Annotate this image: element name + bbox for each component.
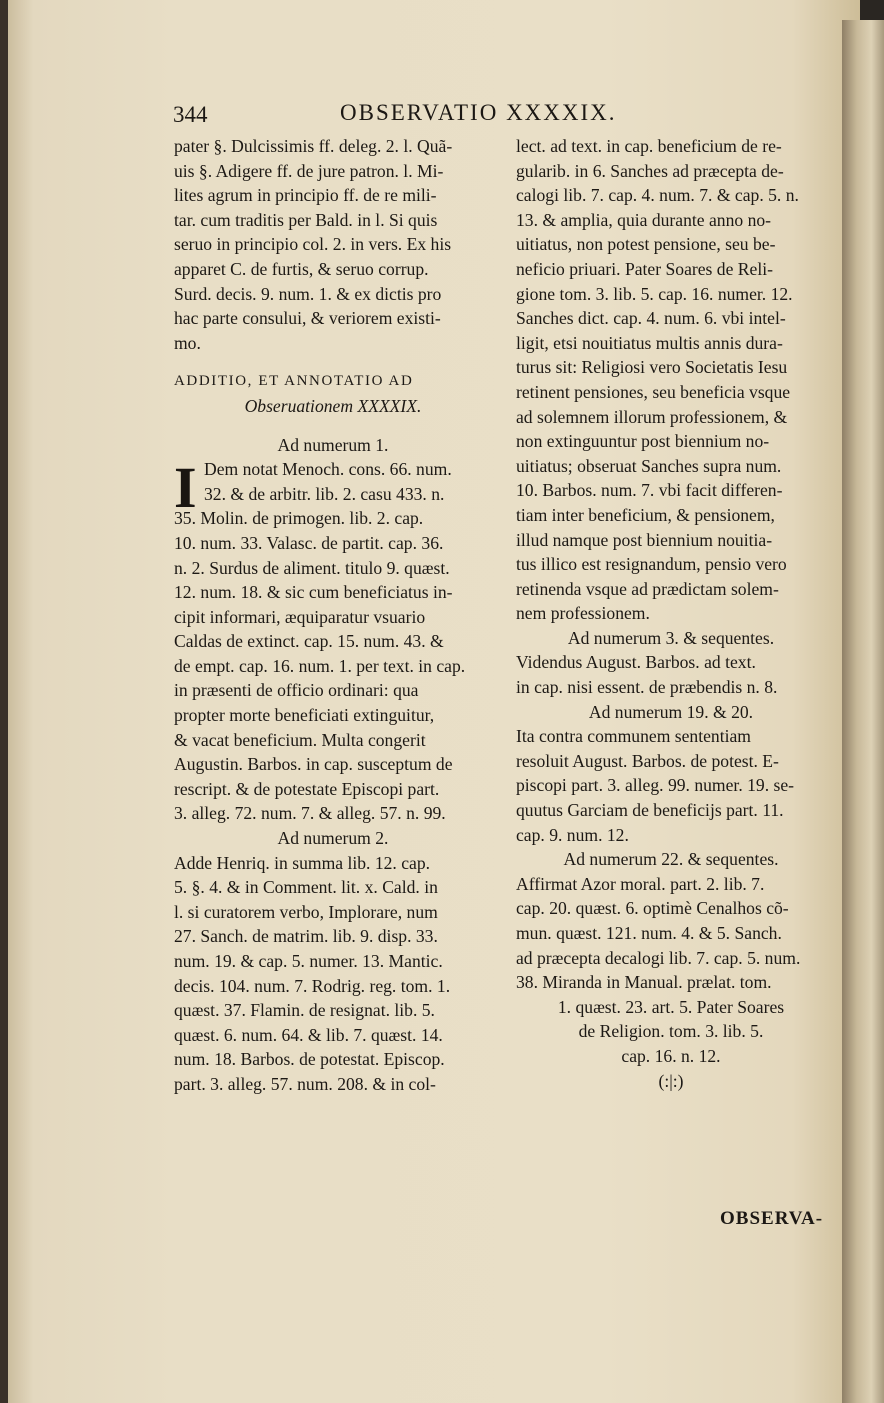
text-line: rescript. & de potestate Episcopi part. <box>174 778 440 799</box>
text-line: tar. cum traditis per Bald. in l. Si quis <box>174 209 438 230</box>
text-line: tiam inter beneficium, & pensionem, <box>516 504 775 525</box>
text-line: 3. alleg. 72. num. 7. & alleg. 57. n. 99. <box>174 803 446 824</box>
text-line: nem professionem. <box>516 603 650 624</box>
text-line: quæst. 6. num. 64. & lib. 7. quæst. 14. <box>174 1024 443 1045</box>
text-line: ad solemnem illorum professionem, & <box>516 406 788 427</box>
page-header <box>0 98 860 138</box>
catchword: OBSERVA- <box>720 1208 824 1229</box>
text-line: gularib. in 6. Sanches ad præcepta de- <box>516 160 784 181</box>
text-line: ad præcepta decalogi lib. 7. cap. 5. num. <box>516 947 801 968</box>
text-line: Affirmat Azor moral. part. 2. lib. 7. <box>516 873 765 894</box>
section-heading-1: Ad numerum 1. <box>277 434 389 455</box>
page-gutter <box>842 20 884 1403</box>
text-line: in cap. nisi essent. de præbendis n. 8. <box>516 677 778 698</box>
text-line: hac parte consului, & veriorem existi- <box>174 308 441 329</box>
section-2-text <box>174 851 492 1097</box>
text-line: non extinguuntur post biennium no- <box>516 431 770 452</box>
text-line: Ita contra communem sententiam <box>516 726 751 747</box>
text-line: lites agrum in principio ff. de re mili- <box>174 185 437 206</box>
text-line: & vacat beneficium. Multa congerit <box>174 729 426 750</box>
text-line: cap. 20. quæst. 6. optimè Cenalhos cõ- <box>516 898 789 919</box>
section-heading-2: Ad numerum 2. <box>277 828 389 849</box>
text-line: num. 18. Barbos. de potestat. Episcop. <box>174 1049 445 1070</box>
text-line: mun. quæst. 121. num. 4. & 5. Sanch. <box>516 923 782 943</box>
text-line: Adde Henriq. in summa lib. 12. cap. <box>174 852 431 873</box>
text-line: l. si curatorem verbo, Implorare, num <box>174 901 438 922</box>
text-line: decis. 104. num. 7. Rodrig. reg. tom. 1. <box>174 975 451 996</box>
text-line: part. 3. alleg. 57. num. 208. & in col- <box>174 1073 436 1094</box>
left-top-text <box>174 134 492 355</box>
text-line: Sanches dict. cap. 4. num. 6. vbi intel- <box>516 308 786 329</box>
text-line: de empt. cap. 16. num. 1. per text. in cap. <box>174 655 466 676</box>
text-line: resoluit August. Barbos. de potest. E- <box>516 750 779 771</box>
section-1-text <box>174 457 492 826</box>
section-3-text <box>516 650 826 699</box>
section-1-body <box>174 457 492 826</box>
text-line: turus sit: Religiosi vero Societatis Iesu <box>516 357 788 378</box>
addition-heading: ADDITIO, ET ANNOTATIO AD <box>174 373 414 390</box>
running-head: OBSERVATIO XXXXIX. <box>340 100 617 125</box>
left-column <box>174 134 492 1097</box>
text-line: tus illico est resignandum, pensio vero <box>516 554 787 575</box>
text-line: Caldas de extinct. cap. 15. num. 43. & <box>174 631 444 652</box>
text-line: propter morte beneficiati extinguitur, <box>174 705 435 726</box>
text-line: calogi lib. 7. cap. 4. num. 7. & cap. 5. n. <box>516 185 799 206</box>
text-line: uis §. Adigere ff. de jure patron. l. Mi- <box>174 160 444 181</box>
right-top-text <box>516 134 826 626</box>
text-line: uitiatus; obseruat Sanches supra num. <box>516 455 782 476</box>
text-line: cap. 16. n. 12. <box>621 1045 721 1066</box>
text-line: illud namque post biennium nouitia- <box>516 529 773 550</box>
text-line: Dem notat Menoch. cons. 66. num. <box>204 459 452 480</box>
text-line: uitiatus, non potest pensione, seu be- <box>516 234 776 255</box>
text-line: neficio priuari. Pater Soares de Reli- <box>516 258 773 279</box>
section-heading-19: Ad numerum 19. & 20. <box>588 701 754 722</box>
text-line: mo. <box>174 332 201 353</box>
text-line: 27. Sanch. de matrim. lib. 9. disp. 33. <box>174 926 438 947</box>
text-line: Videndus August. Barbos. ad text. <box>516 652 756 673</box>
text-line: 35. Molin. de primogen. lib. 2. cap. <box>174 508 424 529</box>
text-line: quæst. 37. Flamin. de resignat. lib. 5. <box>174 1000 435 1021</box>
text-line: pater §. Dulcissimis ff. deleg. 2. l. Quã- <box>174 136 453 156</box>
text-line: quutus Garciam de beneficijs part. 11. <box>516 800 784 821</box>
text-line: 5. §. 4. & in Comment. lit. x. Cald. in <box>174 877 438 898</box>
section-heading-3: Ad numerum 3. & sequentes. <box>567 627 775 648</box>
text-line: Augustin. Barbos. in cap. susceptum de <box>174 754 453 775</box>
text-line: 32. & de arbitr. lib. 2. casu 433. n. <box>204 483 445 504</box>
section-heading-22: Ad numerum 22. & sequentes. <box>563 849 779 870</box>
text-line: 12. num. 18. & sic cum beneficiatus in- <box>174 582 453 603</box>
addition-subheading: Obseruationem XXXXIX. <box>244 395 422 416</box>
text-line: lect. ad text. in cap. beneficium de re- <box>516 136 782 156</box>
end-ornament: (:|:) <box>658 1070 684 1091</box>
text-line: de Religion. tom. 3. lib. 5. <box>578 1021 764 1042</box>
text-line: 1. quæst. 23. art. 5. Pater Soares <box>557 996 785 1017</box>
page-number: 344 <box>173 102 208 127</box>
section-22-text <box>516 872 826 1069</box>
text-line: n. 2. Surdus de aliment. titulo 9. quæst. <box>174 557 450 578</box>
text-line: 13. & amplia, quia durante anno no- <box>516 209 772 230</box>
text-line: in præsenti de officio ordinari: qua <box>174 680 419 701</box>
text-line: ligit, etsi nouitiatus multis annis dura- <box>516 332 783 353</box>
text-line: apparet C. de furtis, & seruo corrup. <box>174 258 429 279</box>
text-line: retinent pensiones, seu beneficia vsque <box>516 381 791 402</box>
book-edge <box>0 0 8 1403</box>
text-line: cap. 9. num. 12. <box>516 824 629 845</box>
text-line: gione tom. 3. lib. 5. cap. 16. numer. 12. <box>516 283 793 304</box>
text-line: num. 19. & cap. 5. numer. 13. Mantic. <box>174 951 443 971</box>
text-line: 10. num. 33. Valasc. de partit. cap. 36. <box>174 532 444 553</box>
section-19-text <box>516 724 826 847</box>
text-line: 10. Barbos. num. 7. vbi facit differen- <box>516 480 783 501</box>
text-line: piscopi part. 3. alleg. 99. numer. 19. se- <box>516 775 795 796</box>
drop-cap: I <box>174 455 197 521</box>
text-line: seruo in principio col. 2. in vers. Ex his <box>174 234 452 255</box>
text-line: retinenda vsque ad prædictam solem- <box>516 578 779 599</box>
right-column <box>516 134 826 1093</box>
text-line: Surd. decis. 9. num. 1. & ex dictis pro <box>174 283 442 304</box>
text-line: 38. Miranda in Manual. prælat. tom. <box>516 972 772 993</box>
text-line: cipit informari, æquiparatur vsuario <box>174 606 426 627</box>
